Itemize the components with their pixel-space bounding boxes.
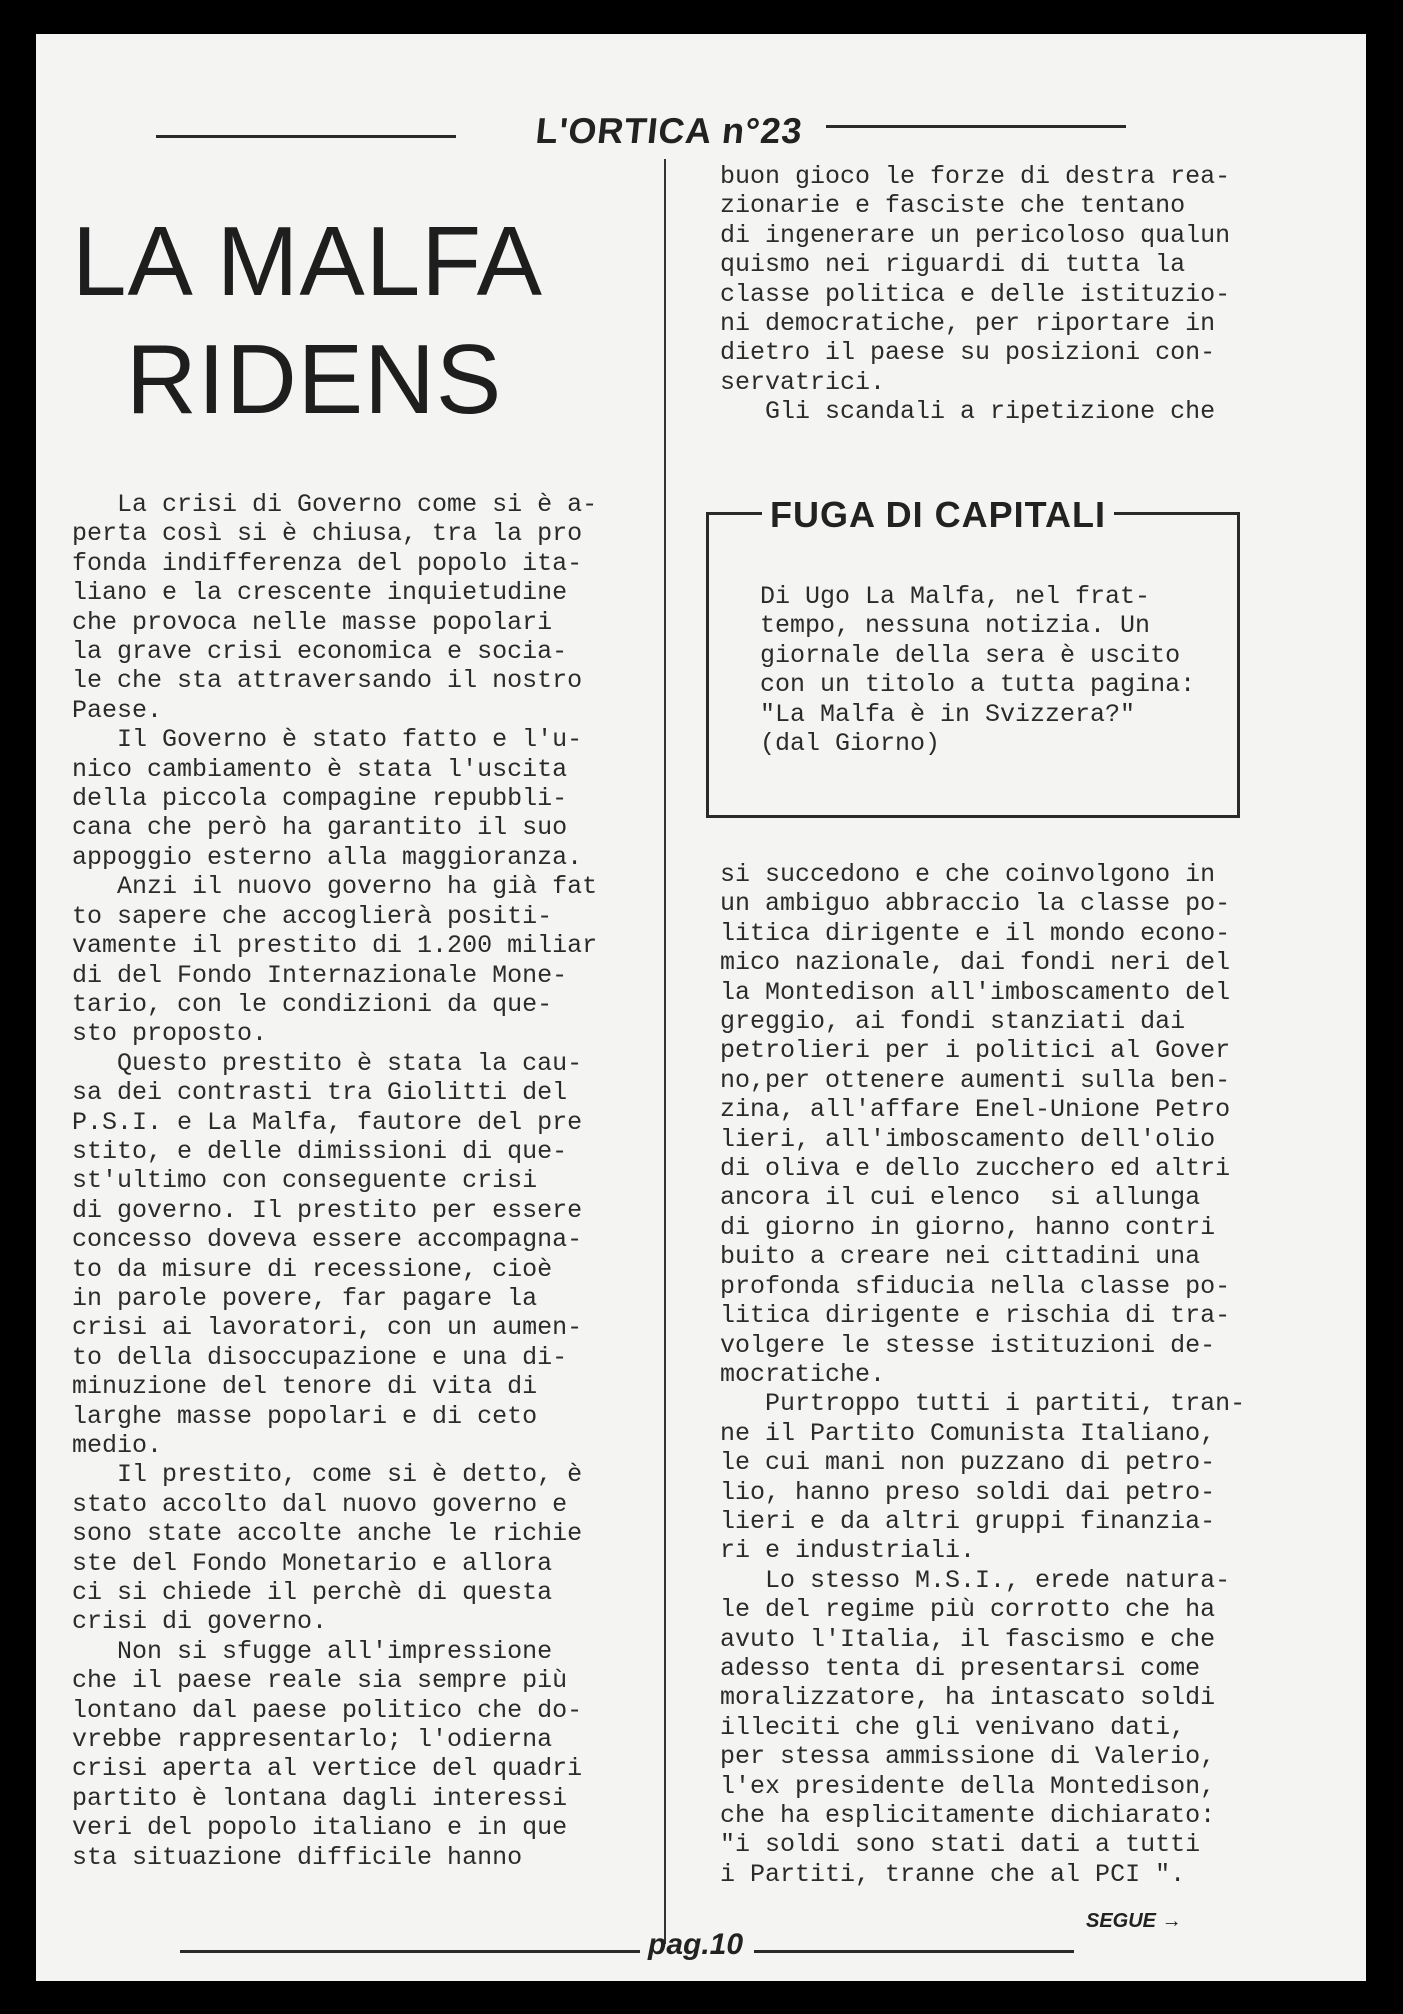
footer-rule-left xyxy=(180,1950,640,1953)
article-headline xyxy=(72,202,632,438)
column-divider xyxy=(664,159,666,1944)
sidebar-title: FUGA DI CAPITALI xyxy=(762,494,1114,536)
masthead-rule-right xyxy=(826,125,1126,128)
headline-line-1: LA MALFA xyxy=(72,206,544,316)
left-column-text: La crisi di Governo come si è a- perta così si è chiusa, tra la pro fonda indifferenza del popolo ita- liano e la crescente inquietudine che provoca nelle masse popolari la grave crisi economica e socia- le che sta attraversando il nostro Paese. Il Governo è stato fatto e l'u- nico cambiamento è stata l'uscita della piccola compagine repubbli- cana che però ha garantito il suo appoggio esterno alla maggioranza. Anzi il nuovo governo ha già fat to sapere che accoglierà positi- vamente il prestito di 1.200 miliar di del Fondo Internazionale Mone- tario, con le condizioni da que- sto proposto. Questo prestito è stata la cau- sa dei contrasti tra Giolitti del P.S.I. e La Malfa, fautore del pre stito, e delle dimissioni di que- st'ultimo con conseguente crisi di governo. Il prestito per essere concesso doveva essere accompagna- to da misure di recessione, cioè in parole povere, far pagare la crisi ai lavoratori, con un aumen- to della disoccupazione e una di- minuzione del tenore di vita di larghe masse popolari e di ceto medio. Il prestito, come si è detto, è stato accolto dal nuovo governo e sono state accolte anche le richie ste del Fondo Monetario e allora ci si chiede il perchè di questa crisi di governo. Non si sfugge all'impressione che il paese reale sia sempre più lontano dal paese politico che do- vrebbe rappresentarlo; l'odierna crisi aperta al vertice del quadri partito è lontana dagli interessi veri del popolo italiano e in que sta situazione difficile hanno xyxy=(72,490,598,1872)
right-column-bottom-text: si succedono e che coinvolgono in un ambiguo abbraccio la classe po- litica dirigente e il mondo econo- mico nazionale, dai fondi neri del la Montedison all'imboscamento del greggio, ai fondi stanziati dai petrolieri per i politici al Gover no,per ottenere aumenti sulla ben- zina, all'affare Enel-Unione Petro lieri, all'imboscamento dell'olio di oliva e dello zucchero ed altri ancora il cui elenco si allunga di giorno in giorno, hanno contri buito a creare nei cittadini una profonda sfiducia nella classe po- litica dirigente e rischia di tra- volgere le stesse istituzioni de- mocratiche. Purtroppo tutti i partiti, tran- ne il Partito Comunista Italiano, le cui mani non puzzano di petro- lio, hanno preso soldi dai petro- lieri e da altri gruppi finanzia- ri e industriali. Lo stesso M.S.I., erede natura- le del regime più corrotto che ha avuto l'Italia, il fascismo e che adesso tenta di presentarsi come moralizzatore, ha intascato soldi illeciti che gli venivano dati, per stessa ammissione di Valerio, l'ex presidente della Montedison, che ha esplicitamente dichiarato: "i soldi sono stati dati a tutti i Partiti, tranne che al PCI ". xyxy=(720,860,1246,1889)
continued-label: SEGUE → xyxy=(1086,1910,1182,1932)
page-number: pag.10 xyxy=(648,1928,744,1961)
document-page xyxy=(36,34,1366,1981)
right-column-top-text: buon gioco le forze di destra rea- zionarie e fasciste che tentano di ingenerare un pericoloso qualun quismo nei riguardi di tutta la classe politica e delle istituzio- ni democratiche, per riportare in dietro il paese su posizioni con- servatrici. Gli scandali a ripetizione che xyxy=(720,162,1231,427)
sidebar-text: Di Ugo La Malfa, nel frat- tempo, nessuna notizia. Un giornale della sera è uscito con un titolo a tutta pagina: "La Malfa è in Svizzera?" (dal Giorno) xyxy=(760,582,1196,759)
footer-rule-right xyxy=(754,1950,1074,1953)
headline-line-2: RIDENS xyxy=(126,324,503,434)
masthead-title: L'ORTICA n°23 xyxy=(533,110,805,151)
masthead-rule-left xyxy=(156,135,456,138)
